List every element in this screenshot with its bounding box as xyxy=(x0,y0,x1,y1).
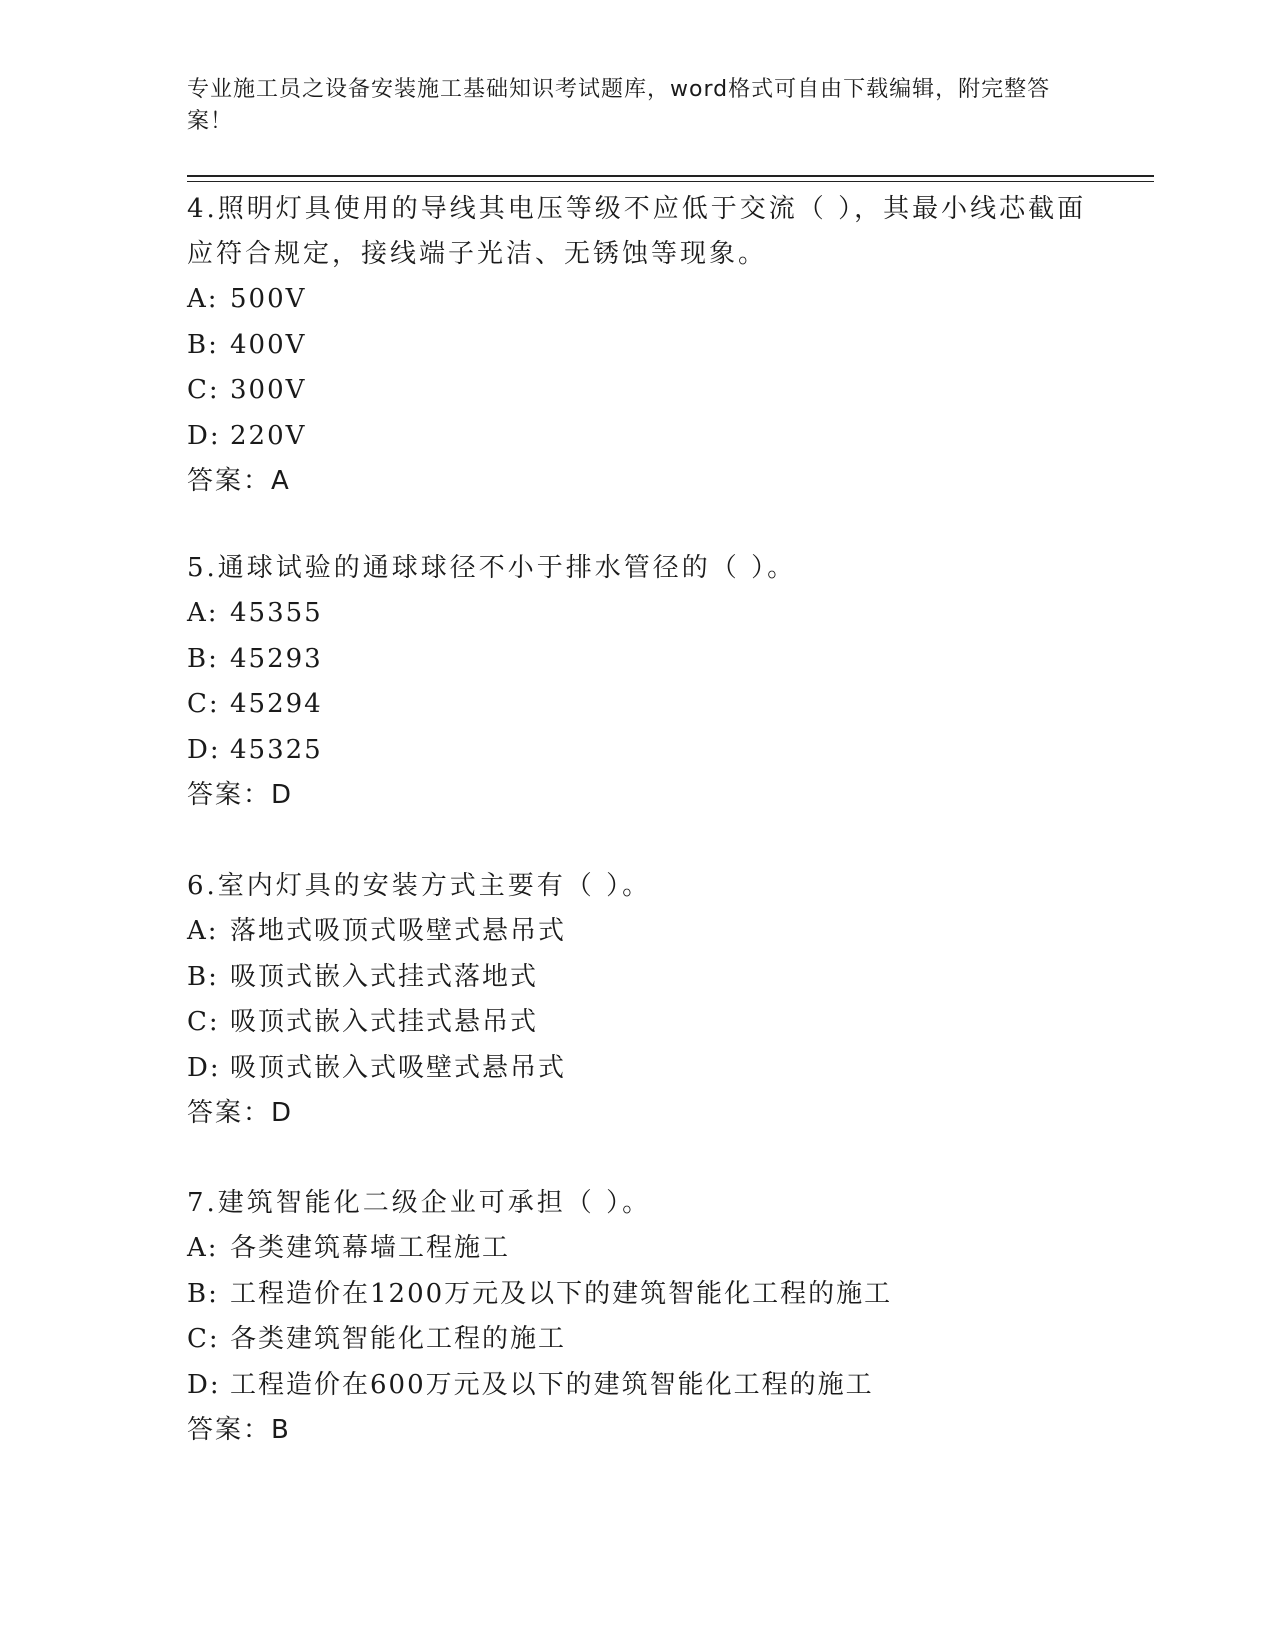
option-text: 45325 xyxy=(230,734,323,765)
option-key: C: xyxy=(187,689,220,719)
option-key: D: xyxy=(187,734,221,765)
option-b xyxy=(187,323,1087,369)
option-text: 吸顶式嵌入式挂式落地式 xyxy=(230,961,539,992)
option-b xyxy=(187,955,1087,1001)
option-a xyxy=(187,1226,1087,1272)
option-text: 各类建筑智能化工程的施工 xyxy=(230,1324,567,1354)
option-key: B: xyxy=(187,1278,219,1309)
option-text: 300V xyxy=(230,375,307,405)
option-text: 工程造价在600万元及以下的建筑智能化工程的施工 xyxy=(230,1369,874,1400)
question-stem: 4.照明灯具使用的导线其电压等级不应低于交流（ ），其最小线芯截面应符合规定，接线端子光洁、无锈蚀等现象。 xyxy=(187,194,1087,269)
option-key: C: xyxy=(187,375,220,405)
answer: 答案：D xyxy=(187,1098,294,1128)
option-text: 400V xyxy=(230,329,307,360)
option-key: A: xyxy=(187,598,219,628)
option-key: B: xyxy=(187,329,219,360)
option-key: A: xyxy=(187,916,219,946)
option-text: 220V xyxy=(230,420,307,451)
option-text: 45293 xyxy=(230,643,323,674)
question-6 xyxy=(187,864,1087,1136)
option-text: 500V xyxy=(230,284,307,314)
option-key: C: xyxy=(187,1007,220,1037)
option-d xyxy=(187,1363,1087,1409)
option-d xyxy=(187,414,1087,460)
option-text: 工程造价在1200万元及以下的建筑智能化工程的施工 xyxy=(230,1278,893,1309)
option-text: 吸顶式嵌入式吸壁式悬吊式 xyxy=(230,1052,567,1083)
option-a xyxy=(187,591,1087,637)
option-text: 45294 xyxy=(230,689,323,719)
option-c xyxy=(187,368,1087,414)
option-d xyxy=(187,728,1087,774)
answer: 答案：B xyxy=(187,1415,291,1445)
question-5 xyxy=(187,546,1087,818)
option-c xyxy=(187,1317,1087,1363)
option-a xyxy=(187,909,1087,955)
answer: 答案：A xyxy=(187,466,291,496)
option-text: 吸顶式嵌入式挂式悬吊式 xyxy=(230,1007,539,1037)
option-b xyxy=(187,1272,1087,1318)
option-c xyxy=(187,682,1087,728)
question-7 xyxy=(187,1181,1087,1453)
answer: 答案：D xyxy=(187,780,294,810)
option-key: D: xyxy=(187,1052,221,1083)
question-4 xyxy=(187,187,1087,504)
question-stem: 5.通球试验的通球球径不小于排水管径的（ ）。 xyxy=(187,553,797,583)
question-stem: 7.建筑智能化二级企业可承担（ ）。 xyxy=(187,1188,652,1218)
header-divider-thick xyxy=(187,175,1154,177)
option-key: B: xyxy=(187,961,219,992)
option-key: D: xyxy=(187,420,221,451)
option-key: A: xyxy=(187,284,219,314)
option-c xyxy=(187,1000,1087,1046)
option-key: A: xyxy=(187,1233,219,1263)
question-stem: 6.室内灯具的安装方式主要有（ ）。 xyxy=(187,871,652,901)
option-b xyxy=(187,637,1087,683)
option-key: B: xyxy=(187,643,219,674)
option-text: 45355 xyxy=(230,598,323,628)
option-text: 各类建筑幕墙工程施工 xyxy=(230,1233,511,1263)
option-text: 落地式吸顶式吸壁式悬吊式 xyxy=(230,916,567,946)
option-key: D: xyxy=(187,1369,221,1400)
option-d xyxy=(187,1046,1087,1092)
option-a xyxy=(187,277,1087,323)
option-key: C: xyxy=(187,1324,220,1354)
header-divider-thin xyxy=(187,181,1154,182)
document-intro: 专业施工员之设备安装施工基础知识考试题库，word格式可自由下载编辑，附完整答案！ xyxy=(187,77,1051,134)
